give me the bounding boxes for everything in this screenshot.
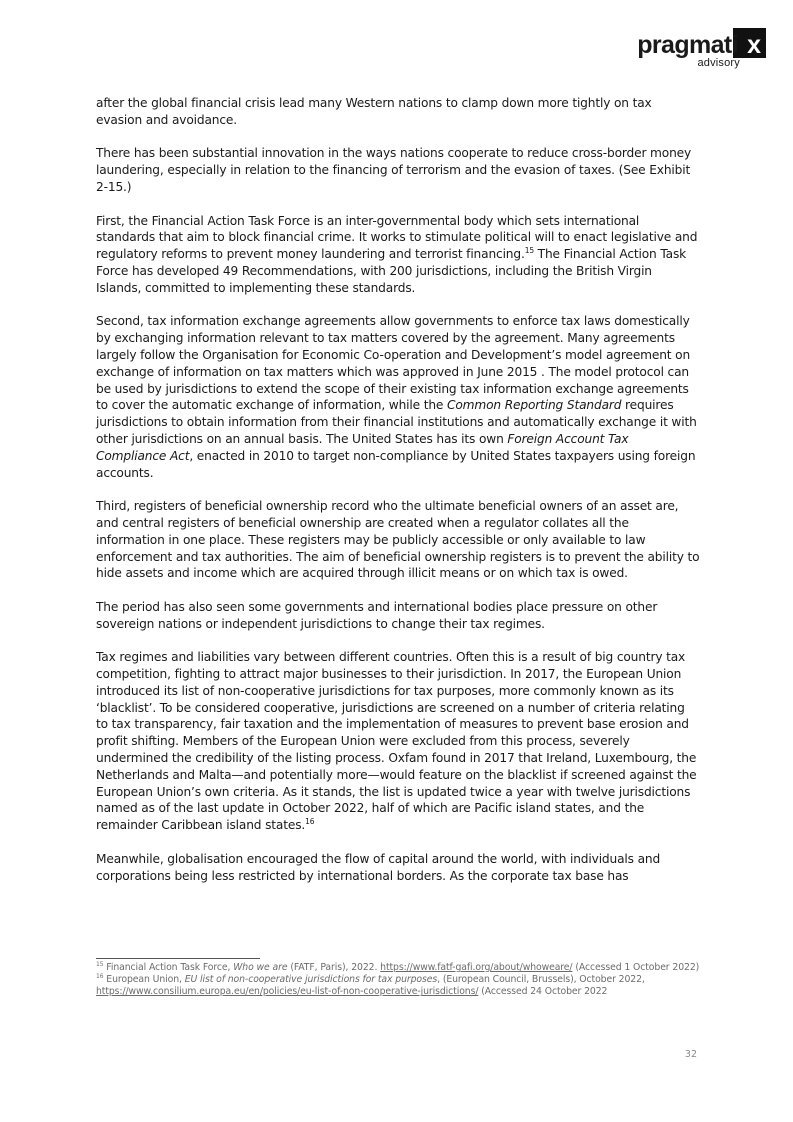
page-number: 32 [684,1049,697,1060]
footnote-ref-15[interactable]: 15 [524,246,534,256]
pragmatix-logo [626,28,766,72]
footnote-16-post: (Accessed 24 October 2022 [478,986,608,998]
footnote-ref-16[interactable]: 16 [305,817,315,827]
footnotes [96,962,700,999]
footnote-15 [96,962,700,974]
footnote-15-title: Who we are [233,962,288,973]
paragraph-4-text-c: , enacted in 2010 to target non-compliance by United States taxpayers using foreign accounts. [96,448,696,480]
paragraph-3 [96,213,700,297]
footnote-16-title: EU list of non-cooperative jurisdictions for tax purposes [184,974,438,986]
paragraph-3-text-a: First, the Financial Action Task Force is an inter-governmental body which sets international standards that aim to block financial crime. It works to stimulate political will to enact legislative and regulatory reforms to prevent money laundering and terrorist financing. [96,213,698,262]
paragraph-2: There has been substantial innovation in the ways nations cooperate to reduce cross-border money laundering, especially in relation to the financing of terrorism and the evasion of taxes. (See Exhibit 2-15.) [96,146,692,194]
footnote-15-mid: (FATF, Paris), 2022. [287,962,381,973]
paragraph-7-text: Tax regimes and liabilities vary between different countries. Often this is a result of big country tax competition, fighting to attract major businesses to their jurisdiction. In 2017, the European Union introduced its list of non-cooperative jurisdictions for tax purposes, more commonly known as its ‘blacklist’. To be considered cooperative, jurisdictions are screened on a number of criteria relating to tax transparency, fair taxation and the implementation of measures to prevent base erosion and profit shifting. Members of the European Union were excluded from this process, severely undermined the credibility of the listing process. Oxfam found in 2017 that Ireland, Luxembourg, the Netherlands and Malta—and potentially more—would feature on the blacklist if screened against the European Union’s own criteria. As it stands, the list is updated twice a year with twelve jurisdictions named as of the last update in October 2022, half of which are Pacific island states, and the remainder Caribbean island states. [96,650,697,833]
paragraph-4 [96,313,700,481]
crs-term: Common Reporting Standard [446,398,622,413]
footnote-15-post: (Accessed 1 October 2022) [572,962,700,973]
logo-wordmark: pragmati [637,31,738,59]
paragraph-6: The period has also seen some governments and international bodies place pressure on other sovereign nations or independent jurisdictions to change their tax regimes. [96,599,658,631]
footnote-15-pre: Financial Action Task Force, [103,962,234,973]
paragraph-4-text-b: requires jurisdictions to obtain information from their financial institutions and automatically exchange it with other jurisdictions on an annual basis. The United States has its own [96,398,697,446]
logo-subtitle: advisory [697,57,740,69]
footnote-16-number: 16 [96,973,104,981]
body-text [96,95,700,884]
footnote-16-mid: , (European Council, Brussels), October 2022, [437,974,645,986]
footnote-16 [96,974,700,998]
paragraph-5: Third, registers of beneficial ownership record who the ultimate beneficial owners of an asset are, and central registers of beneficial ownership are created when a regulator collates all the information in one place. These registers may be publicly accessible or only available to law enforcement and tax authorities. The aim of beneficial ownership registers is to prevent the ability to hide assets and income which are acquired through illicit means or on which tax is owed. [96,499,700,581]
footnote-15-number: 15 [96,960,104,968]
footnote-16-link[interactable]: https://www.consilium.europa.eu/en/policies/eu-list-of-non-cooperative-jurisdictions/ [96,986,479,998]
paragraph-8: Meanwhile, globalisation encouraged the flow of capital around the world, with individuals and corporations being less restricted by international borders. As the corporate tax base has [96,851,661,883]
paragraph-1: after the global financial crisis lead many Western nations to clamp down more tightly on tax evasion and avoidance. [96,96,652,127]
footnote-15-link[interactable]: https://www.fatf-gafi.org/about/whoweare/ [380,962,573,973]
paragraph-4-text-a: Second, tax information exchange agreements allow governments to enforce tax laws domestically by exchanging information relevant to tax matters covered by the agreement. Many agreements largely follow the Organisation for Economic Co-operation and Development’s model agreement on exchange of information on tax matters which was approved in June 2015 . The model protocol can be used by jurisdictions to extend the scope of their existing tax information exchange agreements to cover the automatic exchange of information, while the [96,314,691,413]
footnote-separator [96,958,260,959]
paragraph-7 [96,649,700,834]
footnote-16-pre: European Union, [103,974,185,986]
fatca-term: Foreign Account Tax Compliance Act [96,431,629,463]
paragraph-3-text-b: The Financial Action Task Force has developed 49 Recommendations, with 200 jurisdictions, including the British Virgin Islands, committed to implementing these standards. [96,247,687,295]
logo-box-letter: x [747,31,761,59]
